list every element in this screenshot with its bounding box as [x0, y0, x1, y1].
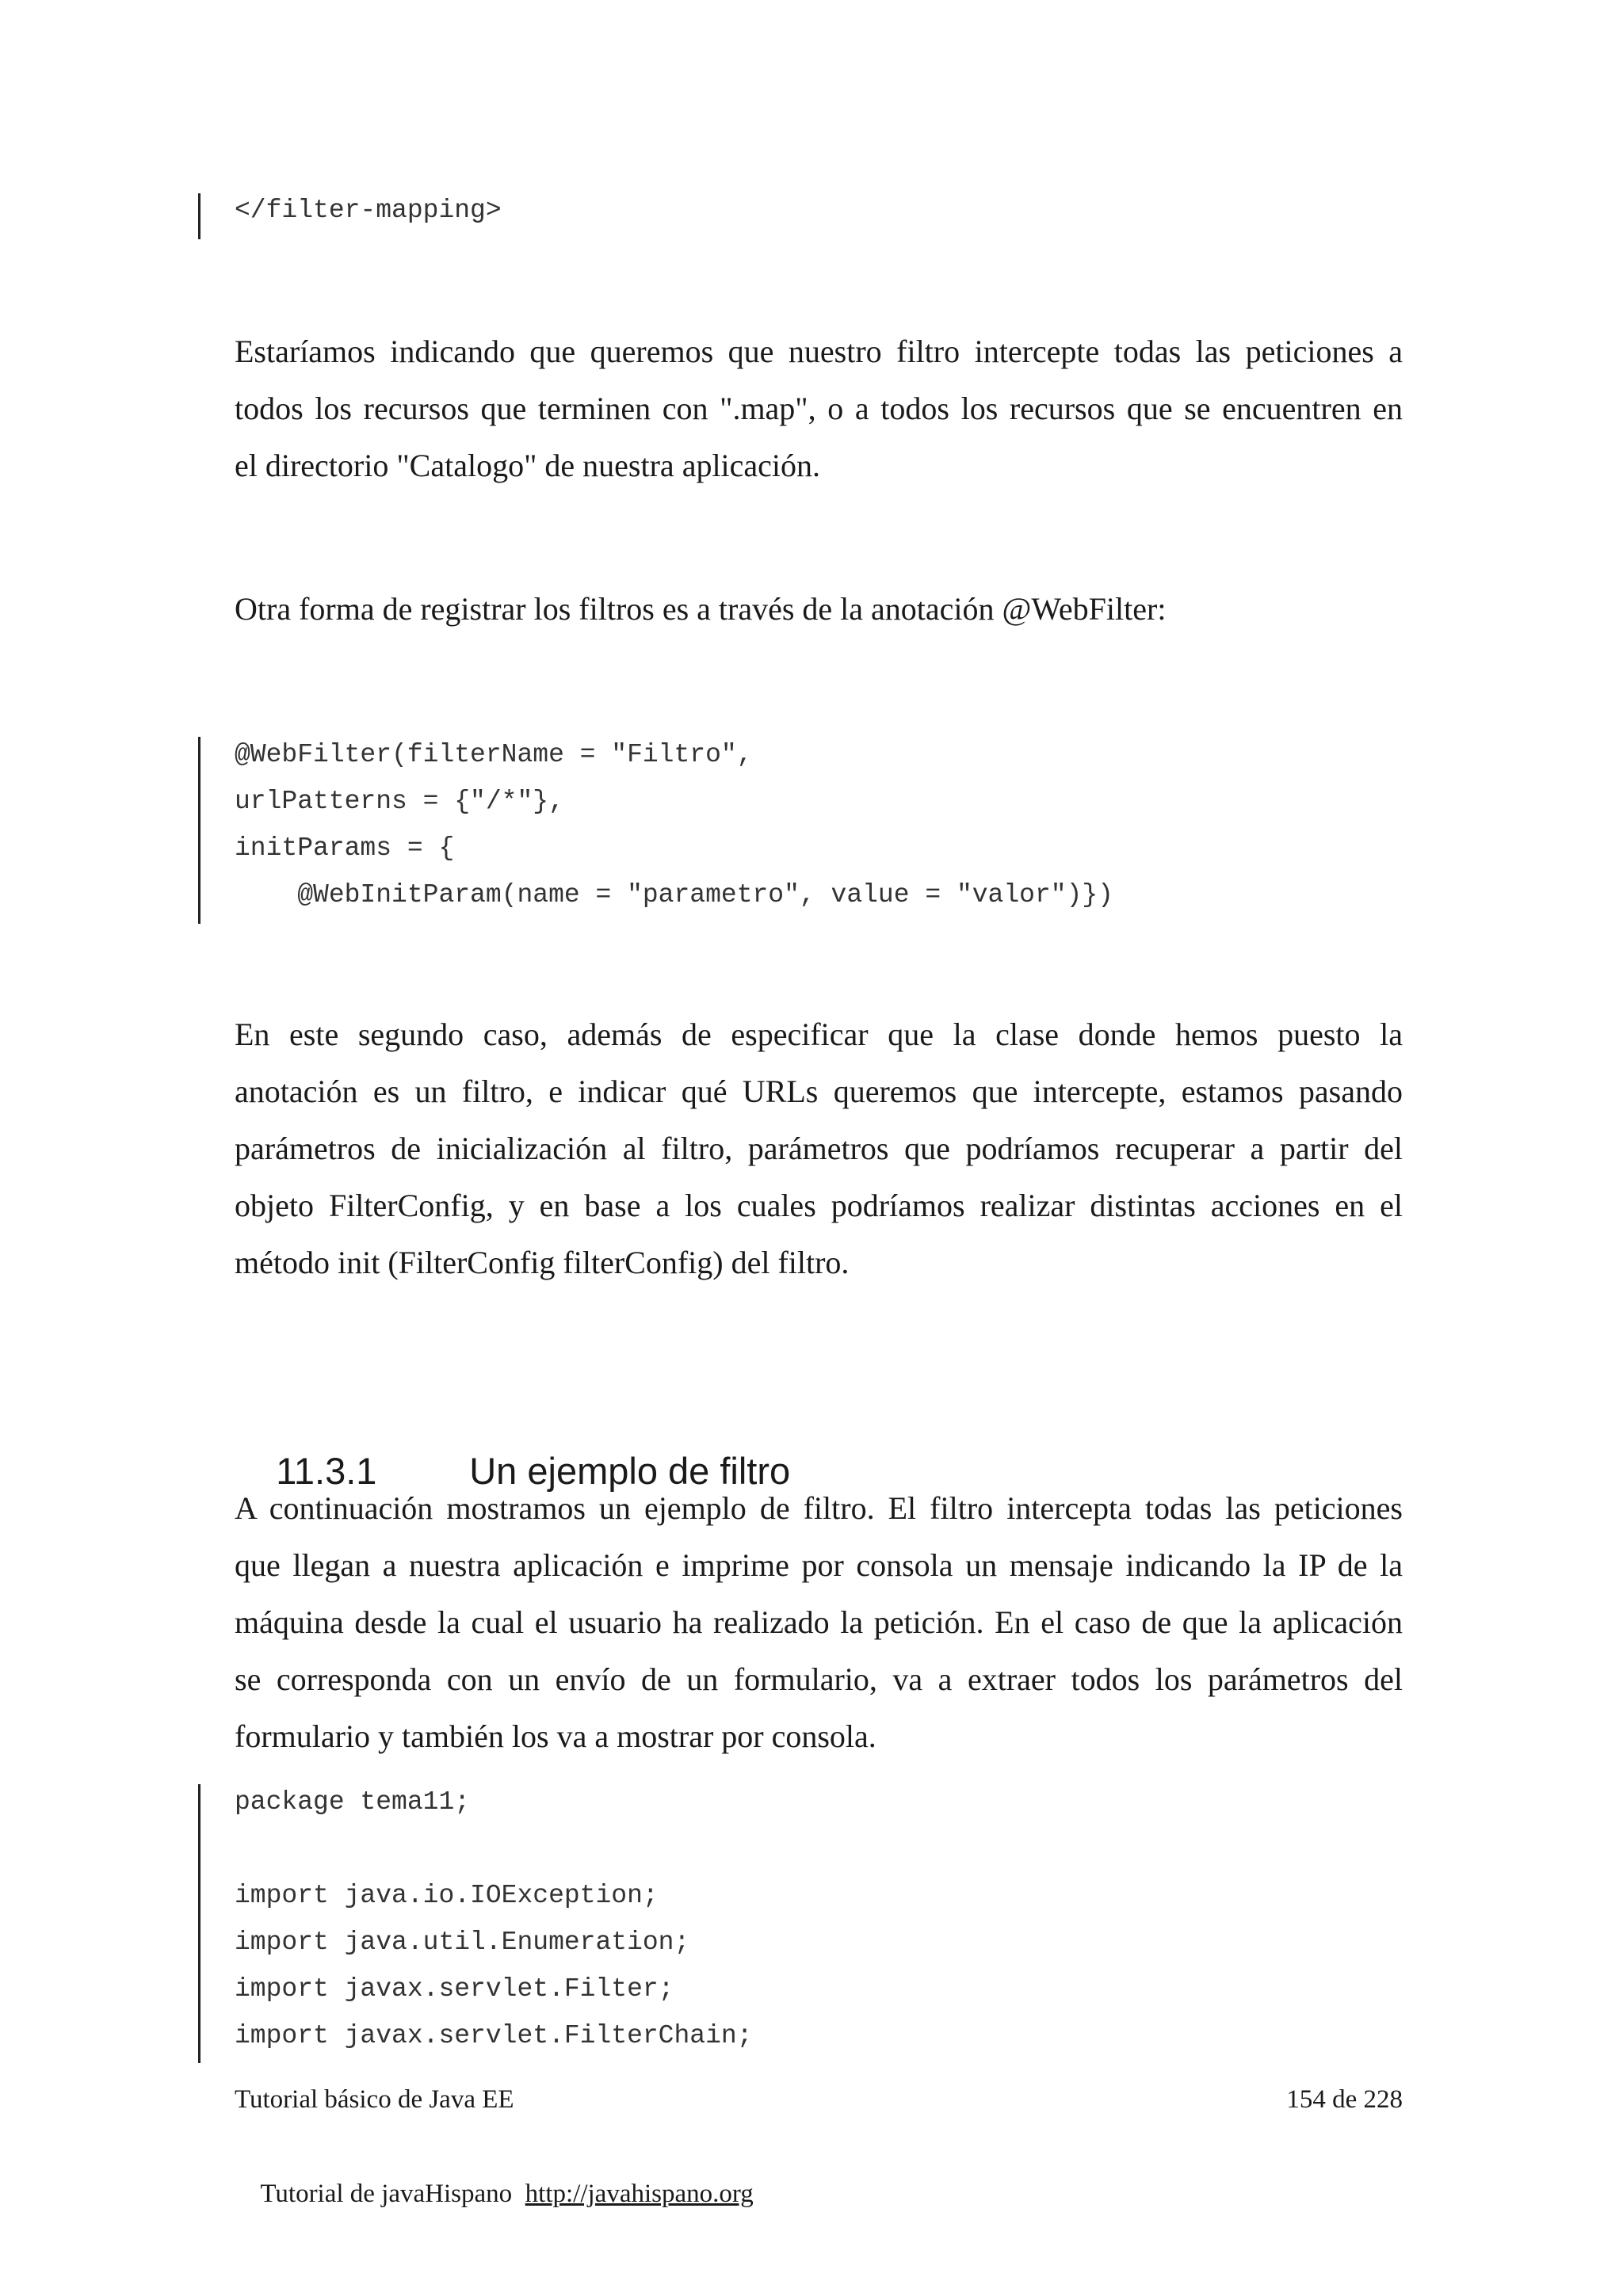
paragraph-line: el directorio "Catalogo" de nuestra aplicación.: [235, 448, 821, 483]
paragraph-line: A continuación mostramos un ejemplo de filtro. El filtro intercepta todas las peticiones: [235, 1490, 1403, 1526]
footer-page-indicator: 154 de 228: [1286, 2085, 1403, 2114]
paragraph: [235, 323, 1403, 494]
code-block-bar: [198, 737, 200, 924]
paragraph-line: que llegan a nuestra aplicación e imprime por consola un mensaje indicando la IP de la: [235, 1547, 1403, 1583]
code-line: </filter-mapping>: [235, 196, 502, 225]
code-line: package tema11;: [235, 1787, 471, 1817]
code-line: import javax.servlet.FilterChain;: [235, 2021, 753, 2050]
paragraph-line: se corresponda con un envío de un formulario, va a extraer todos los parámetros del: [235, 1661, 1403, 1697]
paragraph-line: Estaríamos indicando que queremos que nuestro filtro intercepte todas las peticiones a: [235, 334, 1403, 369]
section-number: 11.3.1: [276, 1450, 377, 1492]
paragraph: [235, 1006, 1403, 1291]
code-block-bar: [198, 1784, 200, 2063]
code-line: initParams = {: [235, 833, 455, 863]
paragraph-line: objeto FilterConfig, y en base a los cuales podríamos realizar distintas acciones en el: [235, 1188, 1403, 1223]
paragraph-line: todos los recursos que terminen con ".map", o a todos los recursos que se encuentren en: [235, 391, 1403, 426]
footer-publisher: [235, 2150, 754, 2238]
footer-book-title: Tutorial básico de Java EE: [235, 2085, 514, 2114]
code-line: import java.io.IOException;: [235, 1881, 659, 1910]
section-title: Un ejemplo de filtro: [469, 1450, 791, 1492]
paragraph-line: anotación es un filtro, e indicar qué URLs queremos que intercepte, estamos pasando: [235, 1074, 1403, 1109]
footer-publisher-text: Tutorial de javaHispano: [260, 2180, 513, 2208]
code-line: import java.util.Enumeration;: [235, 1928, 690, 1957]
paragraph: [235, 581, 1403, 638]
code-line: urlPatterns = {"/*"},: [235, 787, 564, 816]
footer-publisher-link[interactable]: http://javahispano.org: [525, 2180, 754, 2208]
paragraph-line: En este segundo caso, además de especificar que la clase donde hemos puesto la: [235, 1016, 1403, 1052]
paragraph-line: formulario y también los va a mostrar por consola.: [235, 1718, 876, 1754]
paragraph-line: método init (FilterConfig filterConfig) del filtro.: [235, 1245, 850, 1280]
code-block-bar: [198, 193, 200, 239]
paragraph: [235, 1480, 1403, 1765]
paragraph-line: parámetros de inicialización al filtro, parámetros que podríamos recuperar a partir del: [235, 1131, 1403, 1166]
paragraph-line: máquina desde la cual el usuario ha realizado la petición. En el caso de que la aplicación: [235, 1604, 1403, 1640]
code-line: import javax.servlet.Filter;: [235, 1974, 674, 2004]
paragraph-line: Otra forma de registrar los filtros es a través de la anotación @WebFilter:: [235, 591, 1167, 627]
code-line: @WebInitParam(name = "parametro", value = "valor")}): [235, 880, 1113, 910]
code-line: @WebFilter(filterName = "Filtro",: [235, 740, 753, 769]
